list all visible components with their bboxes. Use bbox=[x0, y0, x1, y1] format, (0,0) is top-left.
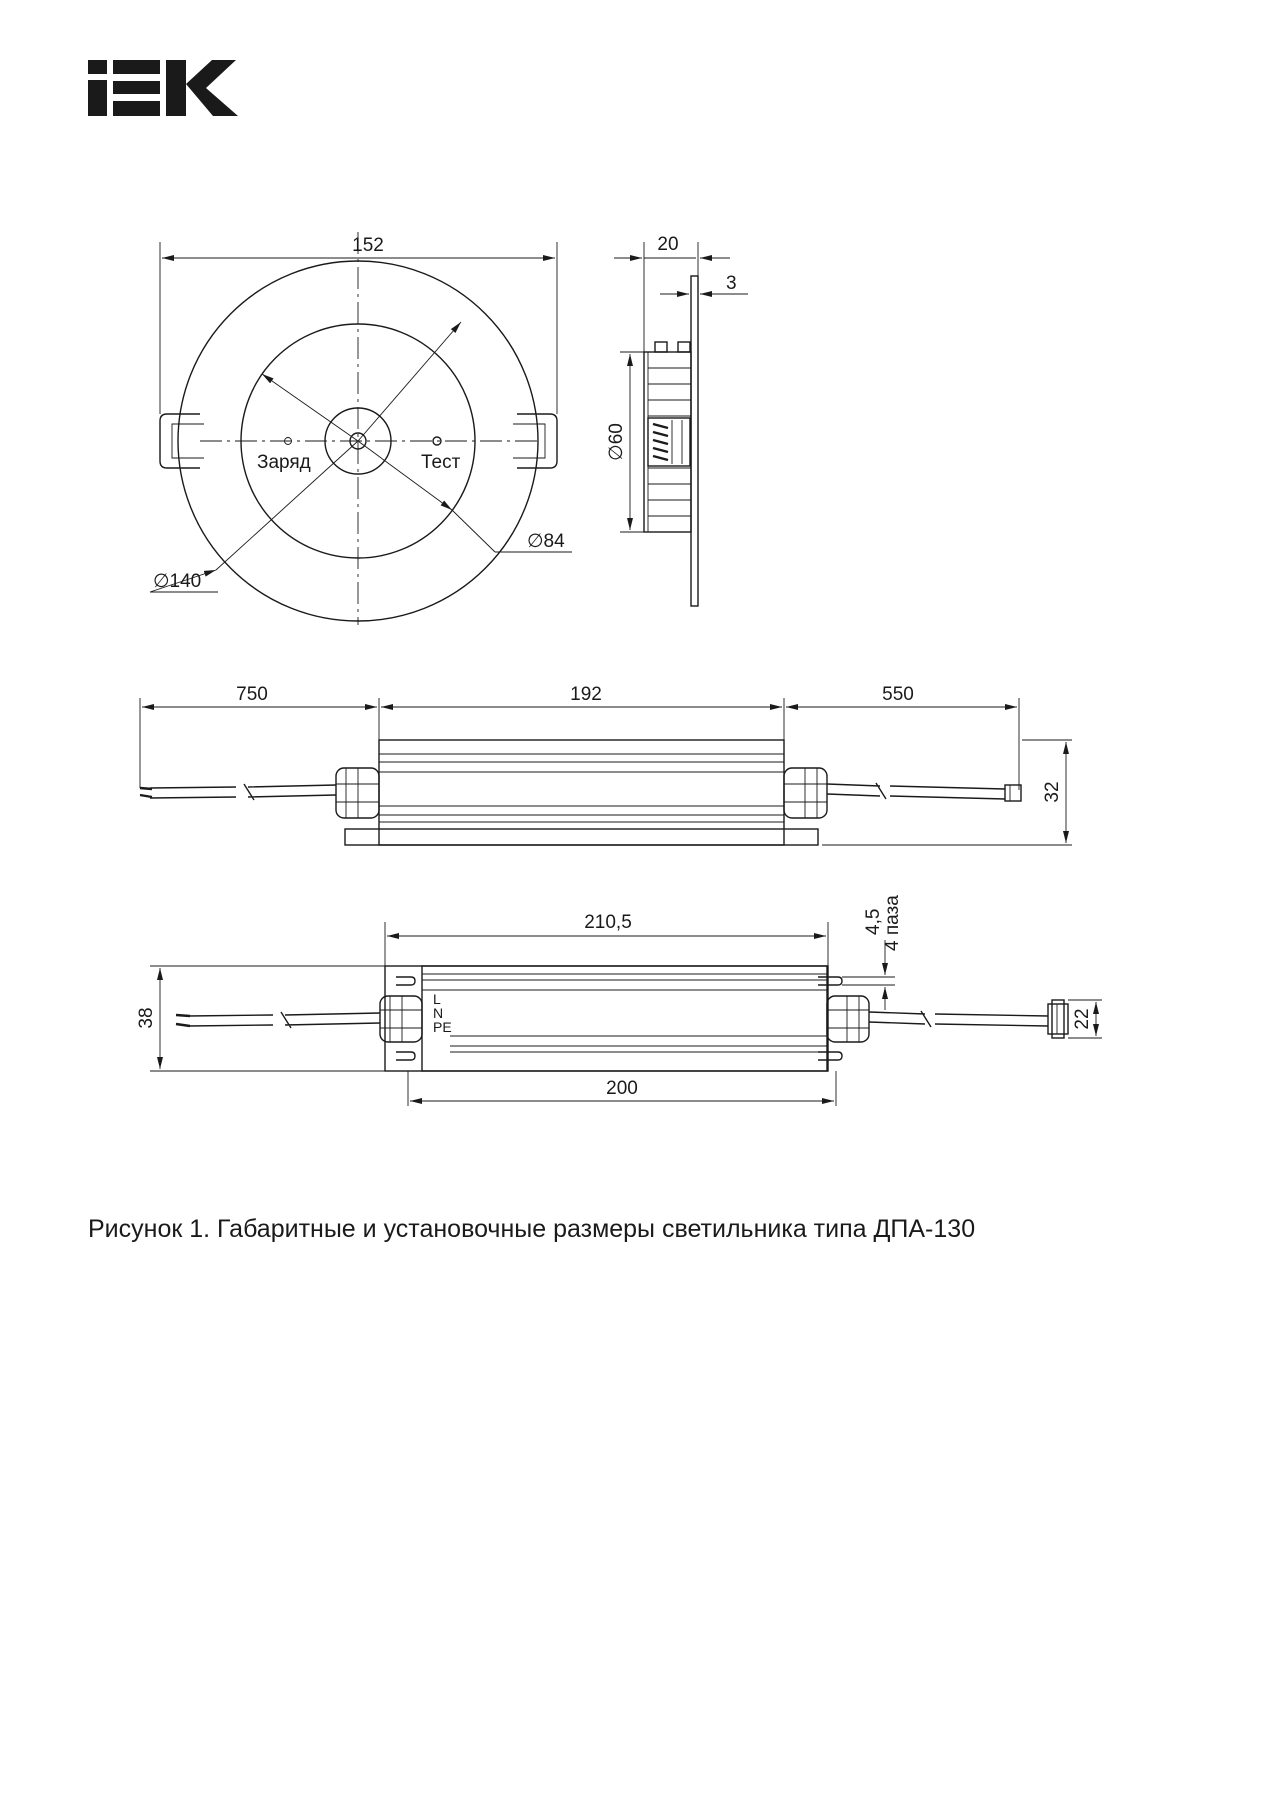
terminal-n: N bbox=[433, 1005, 444, 1021]
dim-outer-diameter: ∅140 bbox=[153, 571, 202, 592]
dim-slot: 4,5 bbox=[863, 908, 884, 935]
figure-caption: Рисунок 1. Габаритные и установочные размеры светильника типа ДПА-130 bbox=[88, 1215, 976, 1243]
dim-body-length: 192 bbox=[570, 684, 602, 705]
dim-outer-width: 152 bbox=[352, 235, 384, 256]
label-charge: Заряд bbox=[257, 452, 311, 473]
mounting-slots bbox=[396, 977, 842, 1060]
dim-flange: 3 bbox=[726, 273, 737, 294]
terminal-pe: PE bbox=[433, 1019, 452, 1035]
side-view bbox=[606, 234, 748, 606]
battery-unit-side-view bbox=[140, 684, 1072, 845]
label-test: Тест bbox=[421, 452, 461, 473]
dim-left-cable: 750 bbox=[236, 684, 268, 705]
dim-mount-length: 210,5 bbox=[584, 912, 632, 933]
spring-clip bbox=[648, 342, 690, 466]
dim-width: 38 bbox=[136, 1007, 157, 1029]
heatsink-fins bbox=[648, 368, 691, 516]
dim-right-cable: 550 bbox=[882, 684, 914, 705]
dim-body-length-plan: 200 bbox=[606, 1078, 638, 1099]
dim-inner-diameter: ∅84 bbox=[527, 531, 565, 552]
dim-height: 32 bbox=[1042, 781, 1063, 803]
dim-slot-note: 4 паза bbox=[882, 895, 903, 951]
dim-depth: 20 bbox=[657, 234, 679, 255]
dim-connector: 22 bbox=[1072, 1008, 1093, 1030]
terminal-l: L bbox=[433, 991, 441, 1007]
iek-logo bbox=[88, 60, 238, 116]
battery-unit-plan-view bbox=[136, 895, 1102, 1106]
dim-body-diameter: ∅60 bbox=[606, 423, 627, 461]
top-view bbox=[150, 232, 572, 625]
